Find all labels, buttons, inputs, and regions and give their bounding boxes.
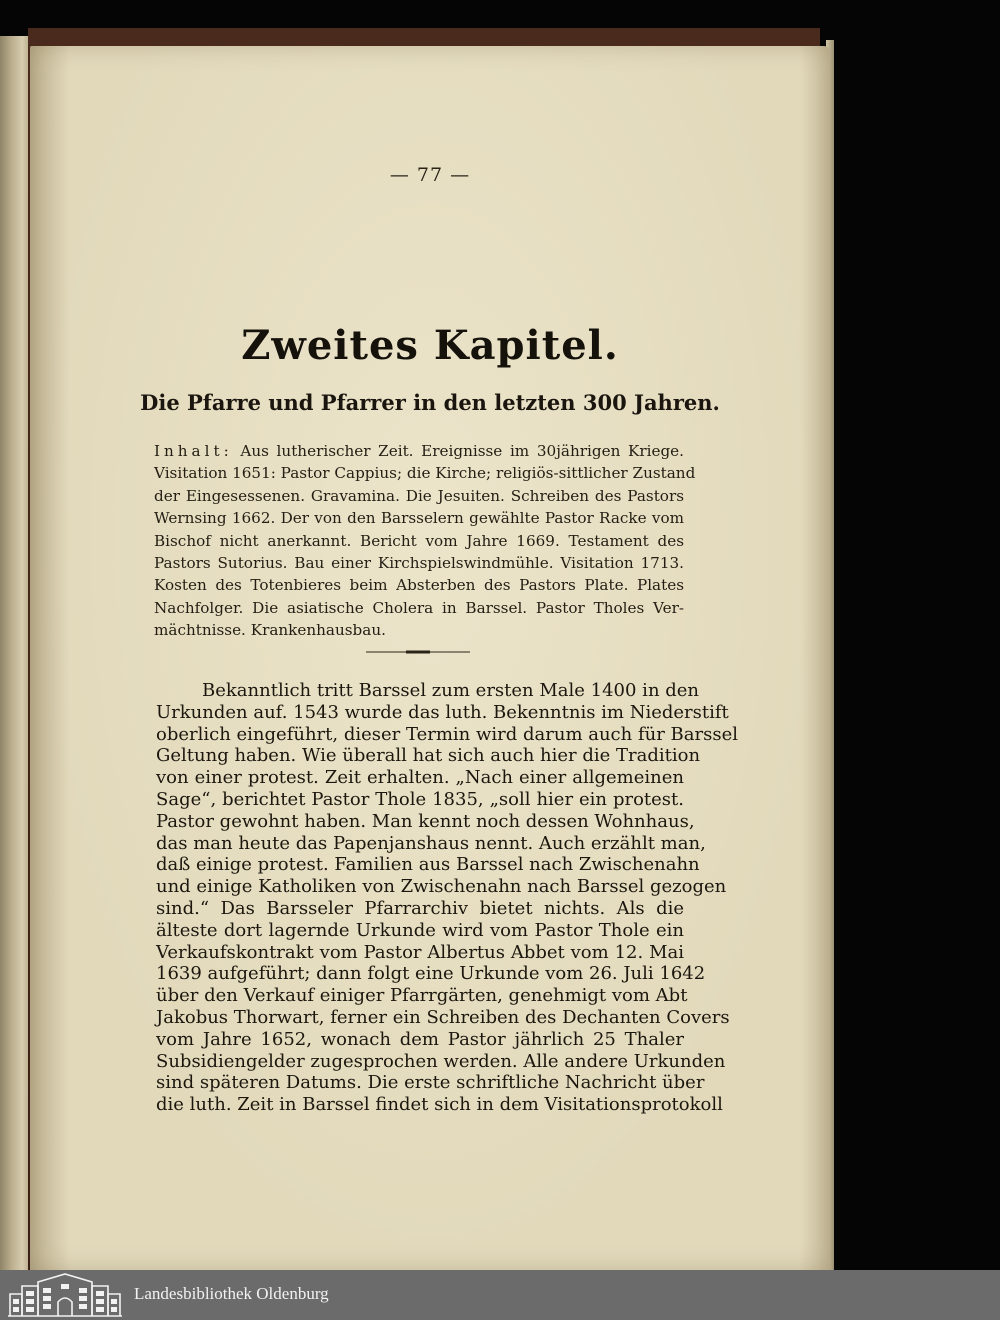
body-line: Verkaufskontrakt vom Pastor Albertus Abbet vom 12. Mai: [156, 941, 684, 963]
body-line: Subsidiengelder zugesprochen werden. Alle andere Urkunden: [156, 1050, 726, 1072]
body-line: älteste dort lagernde Urkunde wird vom Pastor Thole ein: [156, 919, 684, 941]
footer-bar: [0, 1270, 1000, 1320]
chapter-summary: [154, 440, 696, 642]
summary-line: Kosten des Totenbieres beim Absterben des Pastors Plate. Plates: [154, 576, 684, 595]
summary-line-text: Aus lutherischer Zeit. Ereignisse im 30jährigen Kriege.: [232, 442, 684, 460]
body-line: die luth. Zeit in Barssel findet sich in dem Visitationsprotokoll: [156, 1094, 723, 1116]
body-line: Jakobus Thorwart, ferner ein Schreiben des Dechanten Covers: [156, 1006, 730, 1028]
summary-line: Pastors Sutorius. Bau einer Kirchspielswindmühle. Visitation 1713.: [154, 554, 684, 573]
summary-label: Inhalt:: [154, 442, 233, 460]
page-number: — 77 —: [389, 164, 471, 186]
summary-line: mächtnisse. Krankenhausbau.: [154, 621, 386, 640]
body-text: [156, 680, 738, 1116]
chapter-title: Zweites Kapitel.: [241, 322, 619, 369]
ornamental-divider: [366, 650, 470, 654]
body-line: sind.“ Das Barsseler Pfarrarchiv bietet nichts. Als die: [156, 897, 684, 919]
body-line: von einer protest. Zeit erhalten. „Nach einer allgemeinen: [156, 767, 684, 789]
body-line: Pastor gewohnt haben. Man kennt noch dessen Wohnhaus,: [156, 810, 695, 832]
summary-line: Nachfolger. Die asiatische Cholera in Barssel. Pastor Tholes Ver-: [154, 598, 684, 617]
body-line: Bekanntlich tritt Barssel zum ersten Male 1400 in den: [202, 680, 700, 701]
body-line: oberlich eingeführt, dieser Termin wird darum auch für Barssel: [156, 723, 738, 745]
body-line: sind späteren Datums. Die erste schriftliche Nachricht über: [156, 1072, 705, 1094]
summary-line: Visitation 1651: Pastor Cappius; die Kirche; religiös-sittlicher Zustand: [154, 464, 696, 483]
library-building-icon: [8, 1272, 122, 1318]
body-line: Geltung haben. Wie überall hat sich auch hier die Tradition: [156, 745, 701, 767]
summary-line: Wernsing 1662. Der von den Barsselern gewählte Pastor Racke vom: [154, 509, 684, 528]
body-line: vom Jahre 1652, wonach dem Pastor jährlich 25 Thaler: [156, 1028, 684, 1050]
body-line: Sage“, berichtet Pastor Thole 1835, „soll hier ein protest.: [156, 788, 684, 810]
summary-line: der Eingesessenen. Gravamina. Die Jesuiten. Schreiben des Pastors: [154, 486, 684, 505]
body-line: das man heute das Papenjanshaus nennt. Auch erzählt man,: [156, 832, 706, 854]
summary-line: [154, 440, 684, 462]
body-line: und einige Katholiken von Zwischenahn nach Barssel gezogen: [156, 876, 727, 898]
body-line: 1639 aufgeführt; dann folgt eine Urkunde vom 26. Juli 1642: [156, 963, 706, 985]
summary-line: Bischof nicht anerkannt. Bericht vom Jahre 1669. Testament des: [154, 531, 684, 550]
body-line: daß einige protest. Familien aus Barssel nach Zwischenahn: [156, 854, 700, 876]
chapter-subtitle: Die Pfarre und Pfarrer in den letzten 300 Jahren.: [140, 390, 720, 415]
body-line: Urkunden auf. 1543 wurde das luth. Bekenntnis im Niederstift: [156, 701, 729, 723]
body-line: über den Verkauf einiger Pfarrgärten, genehmigt vom Abt: [156, 985, 688, 1007]
left-page-edge: [0, 36, 28, 1270]
institution-name: Landesbibliothek Oldenburg: [134, 1284, 329, 1303]
